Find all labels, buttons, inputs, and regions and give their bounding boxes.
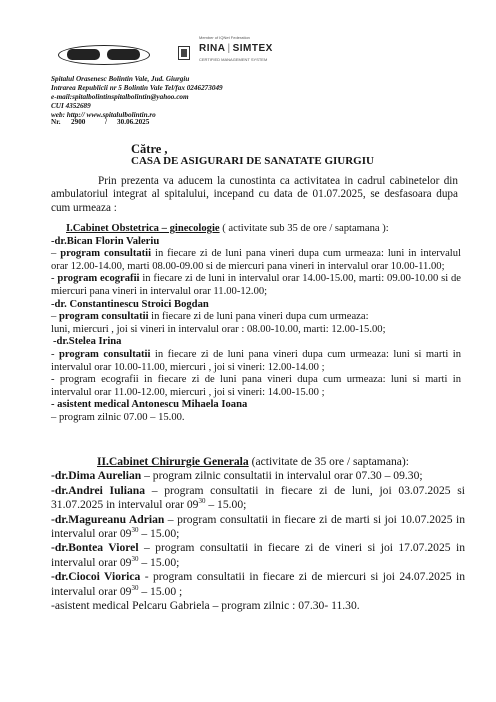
doctor-program: - program ecografii in fiecare zi de luni pana vineri dupa cum urmeaza: luni si marti in intervalul orar 11.00-12.00, miercuri , joi si vineri: 14.00-15.00 ;	[51, 374, 461, 398]
doctor-program: – program consultatii in fiecare zi de luni pana vineri dupa cum urmeaza:	[51, 311, 369, 323]
doctor-program: - program consultatii in fiecare zi de luni pana vineri dupa cum urmeaza: luni si marti in intervalul orar 10.00-11.00, miercuri , joi si vineri: 12.00-14.00 ;	[51, 348, 461, 373]
logo-caption-bottom: CERTIFIED MANAGEMENT SYSTEM	[199, 57, 268, 62]
certification-logo-left	[58, 45, 150, 65]
recipient-institution: CASA DE ASIGURARI DE SANATATE GIURGIU	[131, 155, 374, 167]
assistant-entry: -asistent medical Pelcaru Gabriela – program zilnic : 07.30- 11.30.	[51, 599, 360, 613]
institution-web: web: http:// www.spitalulbolintin.ro	[51, 111, 156, 119]
rina-simtex-logo	[199, 35, 273, 75]
doctor-name: -dr.Stelea Irina	[53, 336, 122, 348]
institution-name: Spitalul Orasenesc Bolintin Vale, Jud. Giurgiu	[51, 75, 190, 83]
doctor-entry: -dr.Bontea Viorel – program consultatii in fiecare zi de vineri si joi 17.07.2025 in intervalul orar $09^{30} - 15.00$;	[51, 541, 465, 569]
section-title: I.Cabinet Obstetrica – ginecologie ( activitate sub 35 de ore / saptamana ):	[66, 223, 389, 234]
doctor-program: – program consultatii in fiecare zi de luni pana vineri dupa cum urmeaza: luni in intervalul orar 12.00-14.00, marti 08.00-09.00 si de miercuri pana vineri in intervalul orar 10.00-11.00;	[51, 248, 461, 272]
intro-paragraph: Prin prezenta va aducem la cunostinta ca activitatea in cadrul cabinetelor din ambulatoriul integrat al spitalului, incepand cu data de 01.07.2025, se desfasoara dupa cum urmeaza :	[51, 175, 458, 214]
section-chirurgie	[51, 455, 465, 613]
doctor-name: -dr.Bican Florin Valeriu	[51, 235, 160, 247]
assistant-name: - asistent medical Antonescu Mihaela Ioana	[51, 399, 248, 411]
recipient-label: Către ,	[131, 142, 168, 156]
doctor-program: - program ecografii in fiecare zi de luni in intervalul orar 14.00-15.00, marti: 09.00-10.00 si de miercuri pana vineri in intervalul orar 11.00-12.00;	[51, 273, 462, 297]
doctor-entry: -dr.Magureanu Adrian – program consultatii in fiecare zi de marti si joi 10.07.2025 in intervalul orar $09^{30} - 15.00$;	[51, 512, 465, 541]
institution-cui: CUI 4352689	[51, 102, 91, 110]
registration-number: Nr. 2900 / 30.06.2025	[51, 118, 150, 126]
assistant-program: – program zilnic 07.00 – 15.00.	[51, 411, 185, 423]
logo-caption-top: Member of IQNet Federation	[199, 35, 250, 40]
institution-email: e-mail:spitalbolintinspitalbolintin@yahoo.com	[51, 93, 189, 101]
certification-mark-icon	[178, 46, 190, 60]
doctor-entry: -dr.Dima Aurelian – program zilnic consultatii in intervalul orar 07.30 – 09.30;	[51, 469, 423, 483]
doctor-name: -dr. Constantinescu Stroici Bogdan	[51, 298, 209, 310]
institution-address: Intrarea Republicii nr 5 Bolintin Vale Tel/fax 0246273049	[51, 84, 223, 92]
logo-brand: RINA | SIMTEX	[199, 43, 273, 54]
doctor-entry: -dr.Andrei Iuliana – program consultatii in fiecare zi de luni, joi 03.07.2025 si 31.07.2025 in intervalul orar $09^{30} - 15.00$;	[51, 483, 465, 512]
doctor-program: luni, miercuri , joi si vineri in intervalul orar : 08.00-10.00, marti: 12.00-15.00;	[51, 323, 386, 335]
section-title: II.Cabinet Chirurgie Generala (activitate de 35 ore / saptamana):	[97, 455, 409, 468]
section-obstetrica	[51, 223, 461, 425]
doctor-entry: -dr.Ciocoi Viorica - program consultatii in fiecare zi de miercuri si joi 24.07.2025 in intervalul orar $09^{30} - 15.00$ ;	[51, 570, 465, 598]
